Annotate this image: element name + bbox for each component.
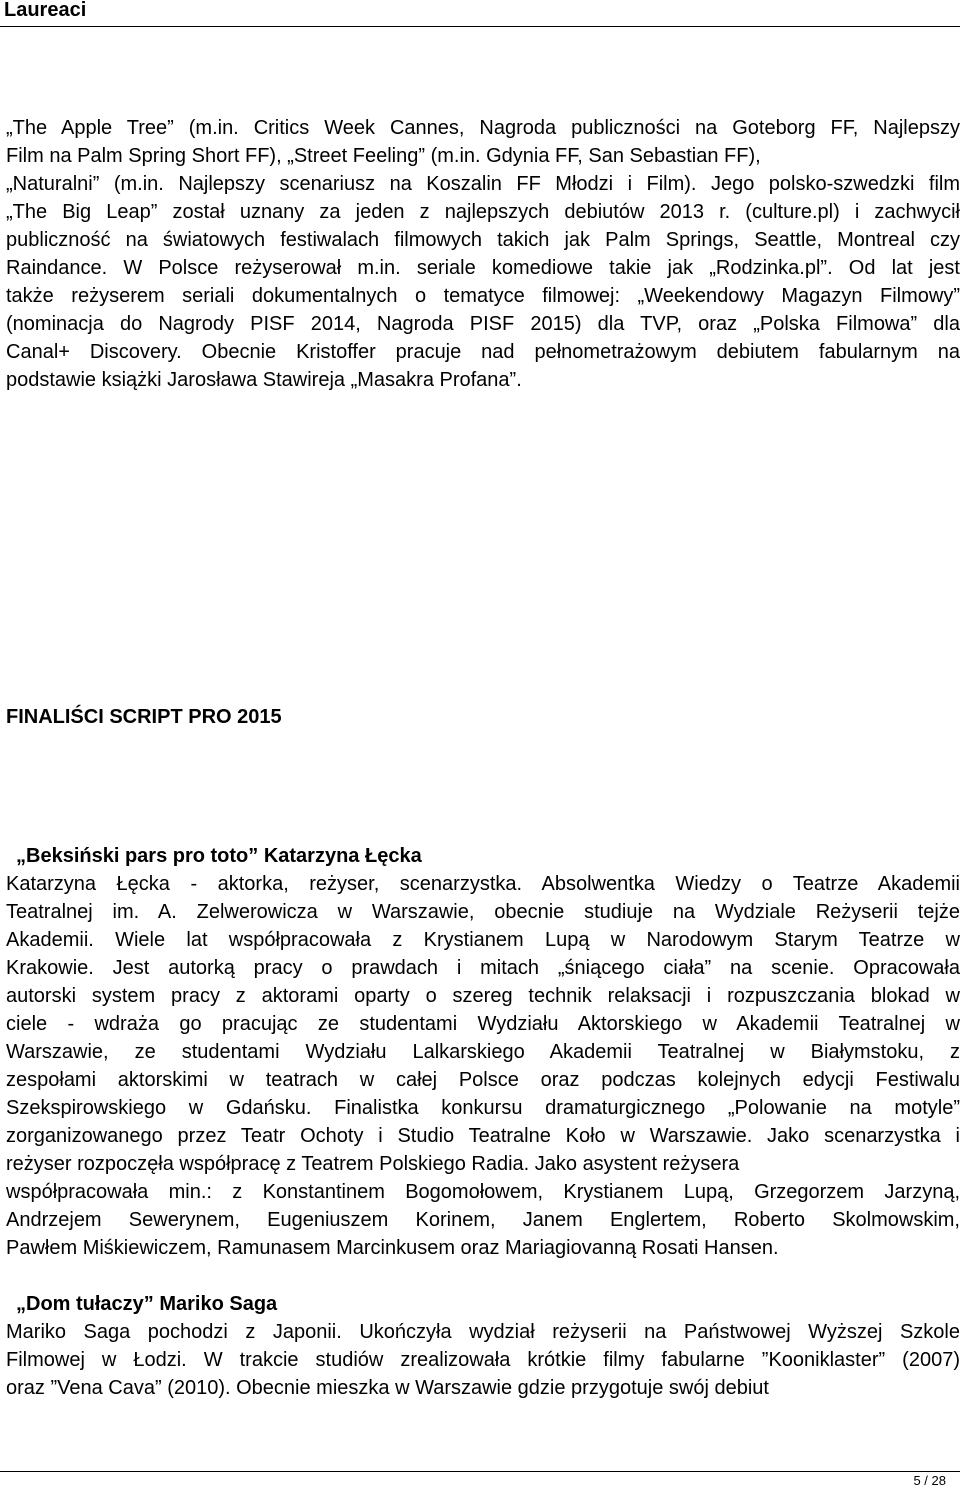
entry-line: Pawłem Miśkiewiczem, Ramunasem Marcinkusem oraz Mariagiovanną Rosati Hansen. <box>6 1237 779 1259</box>
entry-line: Mariko Saga pochodzi z Japonii. Ukończyła wydział reżyserii na Państwowej Wyższej Szkole <box>6 1321 960 1343</box>
entry-line: zespołami aktorskimi w teatrach w całej Polsce oraz podczas kolejnych edycji Festiwalu <box>6 1069 960 1091</box>
section-heading: FINALIŚCI SCRIPT PRO 2015 <box>6 706 282 728</box>
intro-line: „Naturalni” (m.in. Najlepszy scenariusz na Koszalin FF Młodzi i Film). Jego polsko-szwedzki film <box>6 173 960 195</box>
entry-line: Filmowej w Łodzi. W trakcie studiów zrealizowała krótkie filmy fabularne ”Kooniklaster” (2007) <box>6 1349 960 1371</box>
intro-line: Canal+ Discovery. Obecnie Kristoffer pracuje nad pełnometrażowym debiutem fabularnym na <box>6 341 960 363</box>
intro-paragraph <box>6 114 960 394</box>
entry-body <box>6 870 960 1262</box>
entry-line: Andrzejem Sewerynem, Eugeniuszem Korinem, Janem Englertem, Roberto Skolmowskim, <box>6 1209 960 1231</box>
entry-line: Katarzyna Łęcka - aktorka, reżyser, scenarzystka. Absolwentka Wiedzy o Teatrze Akademii <box>6 873 960 895</box>
entry-line: współpracowała min.: z Konstantinem Bogomołowem, Krystianem Lupą, Grzegorzem Jarzyną, <box>6 1181 960 1203</box>
entry-line: zorganizowanego przez Teatr Ochoty i Studio Teatralne Koło w Warszawie. Jako scenarzystka i <box>6 1125 960 1147</box>
intro-line: publiczność na światowych festiwalach filmowych takich jak Palm Springs, Seattle, Montreal czy <box>6 229 960 251</box>
header-divider <box>0 26 960 27</box>
entry-line: Szekspirowskiego w Gdańsku. Finalistka konkursu dramaturgicznego „Polowanie na motyle” <box>6 1097 960 1119</box>
page-number: 5 / 28 <box>913 1473 946 1488</box>
entry-line: Akademii. Wiele lat współpracowała z Krystianem Lupą w Narodowym Starym Teatrze w <box>6 929 960 951</box>
document-header-title: Laureaci <box>4 0 87 21</box>
entry-title: „Dom tułaczy” Mariko Saga <box>16 1293 278 1315</box>
entry-line: Krakowie. Jest autorką pracy o prawdach i mitach „śniącego ciała” na scenie. Opracowała <box>6 957 960 979</box>
entry-title: „Beksiński pars pro toto” Katarzyna Łęcka <box>16 845 422 867</box>
intro-line: Raindance. W Polsce reżyserował m.in. seriale komediowe takie jak „Rodzinka.pl”. Od lat jest <box>6 257 960 279</box>
intro-line: (nominacja do Nagrody PISF 2014, Nagroda PISF 2015) dla TVP, oraz „Polska Filmowa” dla <box>6 313 960 335</box>
entry-line: Warszawie, ze studentami Wydziału Lalkarskiego Akademii Teatralnej w Białymstoku, z <box>6 1041 960 1063</box>
entry-body <box>6 1318 960 1402</box>
intro-line: także reżyserem seriali dokumentalnych o tematyce filmowej: „Weekendowy Magazyn Filmowy” <box>6 285 960 307</box>
entry-line: autorski system pracy z aktorami oparty o szereg technik relaksacji i rozpuszczania blokad w <box>6 985 960 1007</box>
intro-line: Film na Palm Spring Short FF), „Street Feeling” (m.in. Gdynia FF, San Sebastian FF), <box>6 145 761 167</box>
intro-line: „The Apple Tree” (m.in. Critics Week Cannes, Nagroda publiczności na Goteborg FF, Najlepszy <box>6 117 960 139</box>
entry-line: ciele - wdraża go pracując ze studentami Wydziału Aktorskiego w Akademii Teatralnej w <box>6 1013 960 1035</box>
footer-divider <box>0 1471 960 1472</box>
entry-line: Teatralnej im. A. Zelwerowicza w Warszawie, obecnie studiuje na Wydziale Reżyserii tejże <box>6 901 960 923</box>
intro-line: „The Big Leap” został uznany za jeden z najlepszych debiutów 2013 r. (culture.pl) i zachwycił <box>6 201 960 223</box>
intro-line: podstawie książki Jarosława Stawireja „Masakra Profana”. <box>6 369 522 391</box>
entry-line: oraz ”Vena Cava” (2010). Obecnie mieszka w Warszawie gdzie przygotuje swój debiut <box>6 1377 769 1399</box>
entry-line: reżyser rozpoczęła współpracę z Teatrem Polskiego Radia. Jako asystent reżysera <box>6 1153 740 1175</box>
